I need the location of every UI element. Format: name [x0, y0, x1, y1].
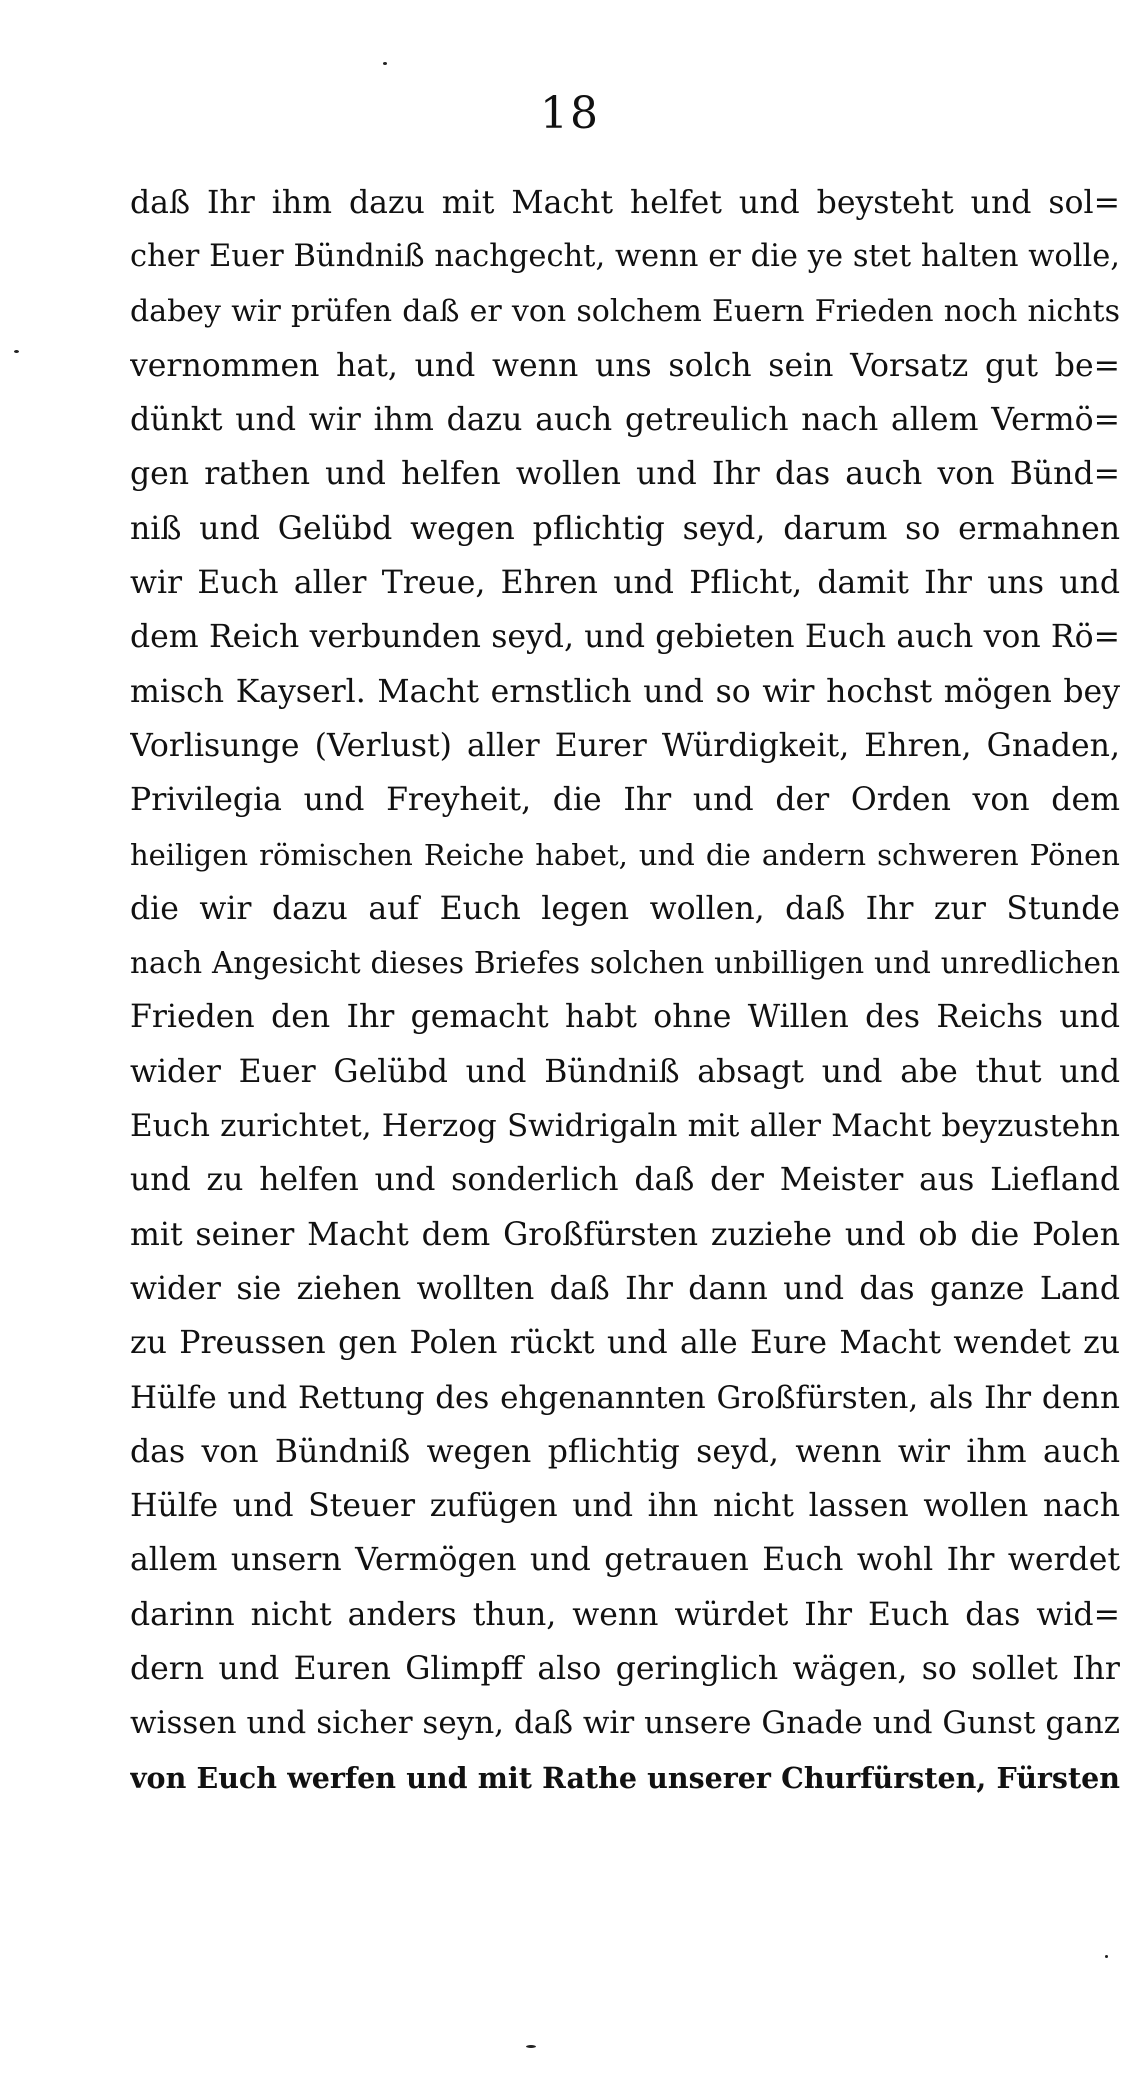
text-line: zu Preussen gen Polen rückt und alle Eure Macht wendet zu [130, 1325, 1120, 1362]
text-line: nach Angesicht dieses Briefes solchen unbilligen und unredlichen [130, 946, 1120, 981]
text-line: Vorlisunge (Verlust) aller Eurer Würdigkeit, Ehren, Gnaden, [130, 727, 1120, 764]
text-line: wider Euer Gelübd und Bündniß absagt und abe thut und [130, 1053, 1120, 1090]
text-line: das von Bündniß wegen pflichtig seyd, wenn wir ihm auch [130, 1433, 1120, 1470]
ink-speck [526, 2045, 536, 2048]
text-line: misch Kayserl. Macht ernstlich und so wir hochst mögen bey [130, 673, 1120, 710]
text-line: Euch zurichtet, Herzog Swidrigaln mit aller Macht beyzustehn [130, 1108, 1120, 1145]
text-line: daß Ihr ihm dazu mit Macht helfet und beysteht und sol= [130, 185, 1120, 221]
text-line: dünkt und wir ihm dazu auch getreulich nach allem Vermö= [130, 402, 1120, 439]
text-line: dem Reich verbunden seyd, und gebieten Euch auch von Rö= [130, 619, 1120, 656]
text-line: allem unsern Vermögen und getrauen Euch wohl Ihr werdet [130, 1542, 1120, 1579]
body-text [130, 176, 1120, 1805]
text-line: Frieden den Ihr gemacht habt ohne Willen des Reichs und [130, 999, 1120, 1036]
text-line: Privilegia und Freyheit, die Ihr und der Orden von dem [130, 782, 1120, 819]
text-line: und zu helfen und sonderlich daß der Meister aus Liefland [130, 1162, 1120, 1199]
page-number: 18 [540, 88, 600, 139]
text-line: darinn nicht anders thun, wenn würdet Ihr Euch das wid= [130, 1596, 1120, 1633]
text-line: wissen und sicher seyn, daß wir unsere Gnade und Gunst ganz [130, 1705, 1120, 1742]
text-line: Hülfe und Steuer zufügen und ihn nicht lassen wollen nach [130, 1488, 1120, 1525]
text-line: niß und Gelübd wegen pflichtig seyd, darum so ermahnen [130, 510, 1120, 547]
ink-speck [383, 62, 387, 65]
text-line: wider sie ziehen wollten daß Ihr dann und das ganze Land [130, 1270, 1120, 1307]
text-line: dabey wir prüfen daß er von solchem Euern Frieden noch nichts [130, 293, 1120, 329]
text-line: cher Euer Bündniß nachgecht, wenn er die ye stet halten wolle, [130, 239, 1120, 275]
text-line: vernommen hat, und wenn uns solch sein Vorsatz gut be= [130, 347, 1120, 384]
text-line: die wir dazu auf Euch legen wollen, daß Ihr zur Stunde [130, 890, 1120, 927]
text-line: dern und Euren Glimpff also geringlich wägen, so sollet Ihr [130, 1651, 1120, 1688]
text-line: von Euch werfen und mit Rathe unserer Churfürsten, Fürsten [130, 1760, 1120, 1795]
text-line: mit seiner Macht dem Großfürsten zuziehe und ob die Polen [130, 1216, 1120, 1253]
text-line: heiligen römischen Reiche habet, und die andern schweren Pönen [130, 837, 1120, 872]
text-line: gen rathen und helfen wollen und Ihr das auch von Bünd= [130, 456, 1120, 493]
text-line: wir Euch aller Treue, Ehren und Pflicht, damit Ihr uns und [130, 565, 1120, 602]
ink-speck [1105, 1955, 1108, 1958]
ink-speck [14, 350, 19, 353]
text-line: Hülfe und Rettung des ehgenannten Großfürsten, als Ihr denn [130, 1379, 1120, 1416]
